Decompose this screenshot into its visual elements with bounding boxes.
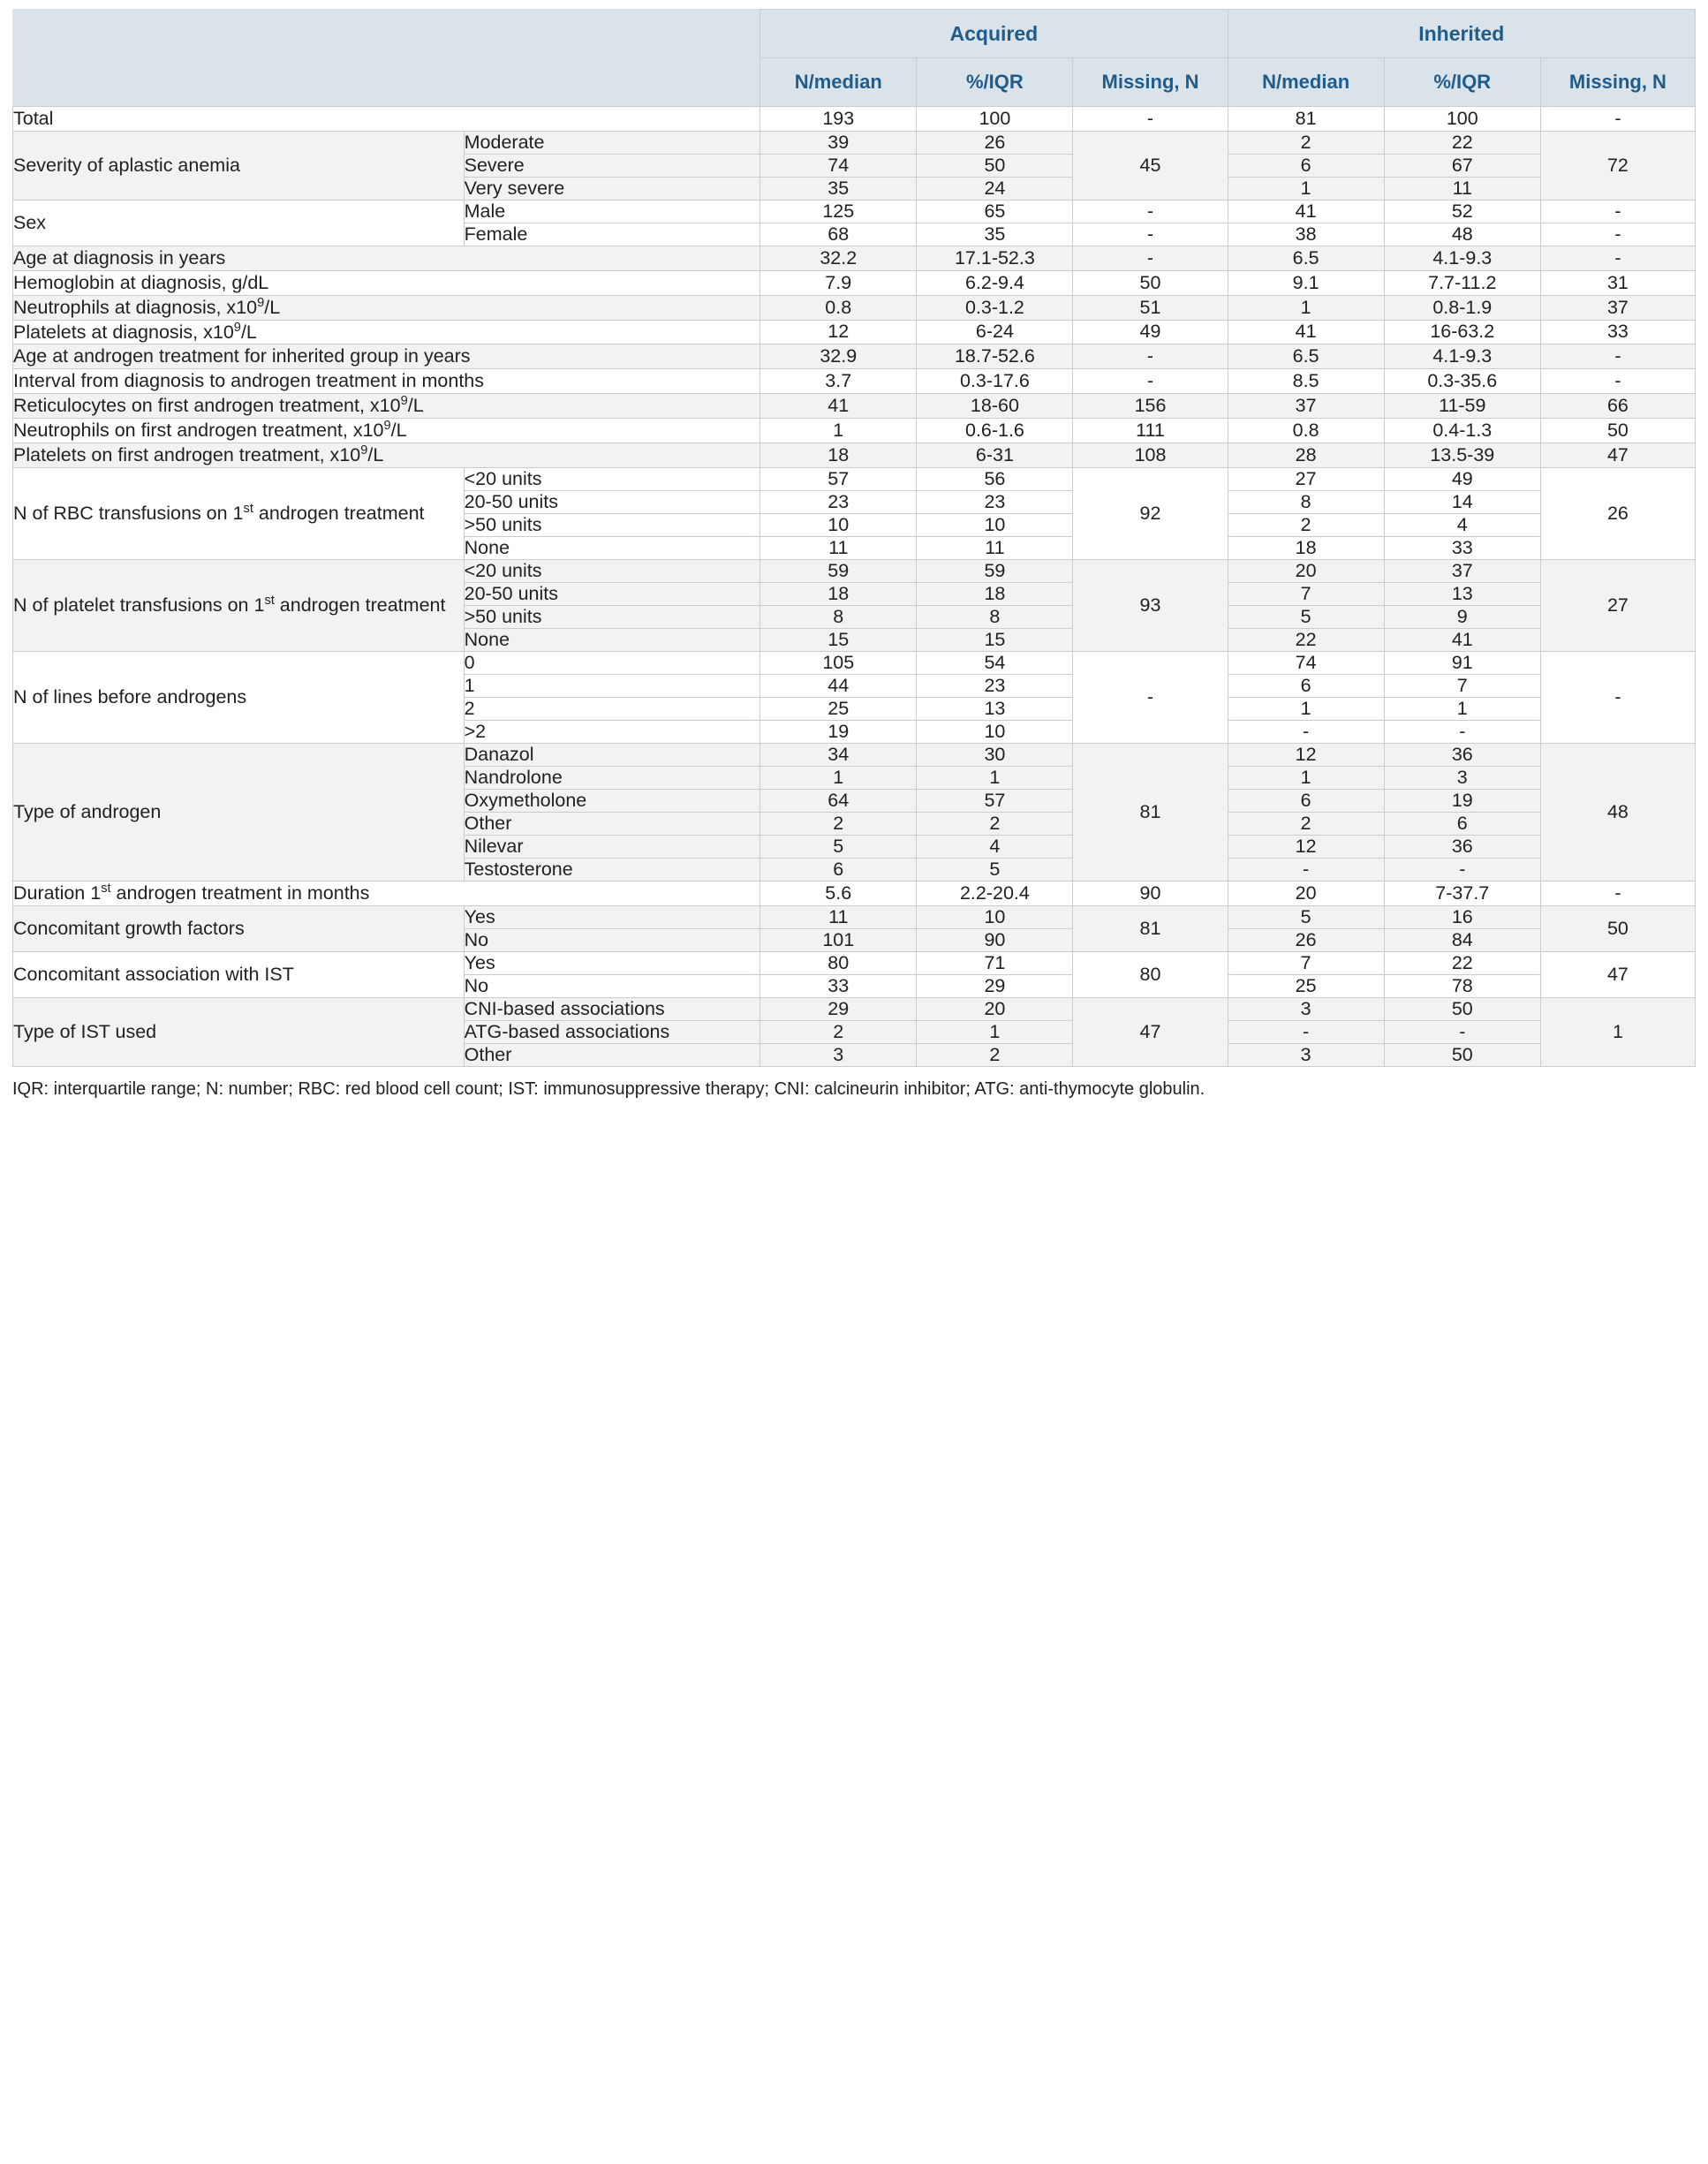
- cell-value: 100: [1384, 107, 1540, 132]
- row-sublabel: 1: [464, 674, 760, 697]
- cell-inherited-n: 12: [1228, 835, 1384, 858]
- table-row: [13, 997, 1696, 1020]
- row-sublabel: Severe: [464, 154, 760, 177]
- table-row: [13, 419, 1696, 443]
- cell-inherited-pct: 6: [1384, 812, 1540, 835]
- cell-acquired-n: 19: [760, 720, 917, 743]
- cell-inherited-n: 1: [1228, 766, 1384, 789]
- row-label: N of RBC transfusions on 1st androgen treatment: [13, 467, 465, 559]
- cell-inherited-n: 41: [1228, 200, 1384, 223]
- row-label: Total: [13, 107, 760, 132]
- table-row: [13, 131, 1696, 154]
- row-sublabel: >50 units: [464, 513, 760, 536]
- cell-inherited-pct: 36: [1384, 835, 1540, 858]
- cell-inherited-pct: 33: [1384, 536, 1540, 559]
- table-row: [13, 443, 1696, 467]
- cell-inherited-pct: 16: [1384, 905, 1540, 928]
- cell-value: 6.5: [1228, 344, 1384, 369]
- table-row: [13, 107, 1696, 132]
- cell-value: -: [1073, 344, 1228, 369]
- cell-inherited-n: 6: [1228, 789, 1384, 812]
- cell-value: 81: [1228, 107, 1384, 132]
- cell-acquired-n: 2: [760, 1020, 917, 1043]
- cell-value: -: [1073, 107, 1228, 132]
- cell-value: 18: [760, 443, 917, 467]
- table-row: [13, 270, 1696, 295]
- cell-inherited-n: 2: [1228, 131, 1384, 154]
- table-row: [13, 559, 1696, 582]
- cell-value: 9.1: [1228, 270, 1384, 295]
- cell-value: 3.7: [760, 369, 917, 394]
- cell-acquired-pct: 2: [917, 812, 1073, 835]
- table-row: [13, 881, 1696, 905]
- cell-acquired-pct: 29: [917, 974, 1073, 997]
- row-label: Interval from diagnosis to androgen treatment in months: [13, 369, 760, 394]
- cell-inherited-pct: 91: [1384, 651, 1540, 674]
- table-footnote: IQR: interquartile range; N: number; RBC: red blood cell count; IST: immunosuppressive therapy; CNI: calcineurin inhibitor; ATG: anti-thymocyte globulin.: [12, 1078, 1205, 1099]
- cell-acquired-missing: 93: [1073, 559, 1228, 651]
- cell-value: 6-31: [917, 443, 1073, 467]
- cell-value: 0.6-1.6: [917, 419, 1073, 443]
- cell-acquired-pct: 11: [917, 536, 1073, 559]
- cell-inherited-pct: 9: [1384, 605, 1540, 628]
- cell-value: 33: [1540, 320, 1695, 344]
- cell-value: 4.1-9.3: [1384, 246, 1540, 270]
- cell-inherited-pct: 84: [1384, 928, 1540, 951]
- cell-inherited-n: 5: [1228, 905, 1384, 928]
- cell-inherited-pct: 7: [1384, 674, 1540, 697]
- row-sublabel: ATG-based associations: [464, 1020, 760, 1043]
- row-sublabel: Very severe: [464, 177, 760, 200]
- cell-acquired-n: 80: [760, 951, 917, 974]
- row-sublabel: Moderate: [464, 131, 760, 154]
- cell-acquired-pct: 18: [917, 582, 1073, 605]
- cell-inherited-n: 27: [1228, 467, 1384, 490]
- cell-acquired-pct: 15: [917, 628, 1073, 651]
- cell-acquired-n: 1: [760, 766, 917, 789]
- cell-inherited-pct: -: [1384, 720, 1540, 743]
- cell-acquired-n: 68: [760, 223, 917, 246]
- table-row: [13, 200, 1696, 223]
- cell-acquired-missing: 81: [1073, 905, 1228, 951]
- cell-value: 0.8: [1228, 419, 1384, 443]
- cell-inherited-pct: 37: [1384, 559, 1540, 582]
- table-row: [13, 651, 1696, 674]
- row-label: Hemoglobin at diagnosis, g/dL: [13, 270, 760, 295]
- table-body: [13, 107, 1696, 1067]
- cell-value: -: [1540, 369, 1695, 394]
- cell-inherited-missing: 27: [1540, 559, 1695, 651]
- cell-acquired-missing: -: [1073, 223, 1228, 246]
- cell-acquired-pct: 8: [917, 605, 1073, 628]
- cell-value: 0.8-1.9: [1384, 295, 1540, 320]
- characteristics-table: [12, 9, 1696, 1067]
- cell-value: 66: [1540, 394, 1695, 419]
- row-sublabel: 20-50 units: [464, 490, 760, 513]
- cell-acquired-n: 35: [760, 177, 917, 200]
- header-subcol-1: %/IQR: [917, 58, 1073, 107]
- cell-value: 0.3-1.2: [917, 295, 1073, 320]
- cell-inherited-missing: 50: [1540, 905, 1695, 951]
- cell-value: 2.2-20.4: [917, 881, 1073, 905]
- cell-acquired-missing: -: [1073, 200, 1228, 223]
- row-label: Age at diagnosis in years: [13, 246, 760, 270]
- cell-acquired-pct: 10: [917, 720, 1073, 743]
- cell-inherited-missing: -: [1540, 651, 1695, 743]
- row-label: Age at androgen treatment for inherited group in years: [13, 344, 760, 369]
- cell-acquired-pct: 65: [917, 200, 1073, 223]
- cell-acquired-pct: 24: [917, 177, 1073, 200]
- header-subcol-0: N/median: [760, 58, 917, 107]
- cell-value: 8.5: [1228, 369, 1384, 394]
- cell-value: 31: [1540, 270, 1695, 295]
- cell-value: 0.8: [760, 295, 917, 320]
- cell-acquired-pct: 23: [917, 490, 1073, 513]
- table-row: [13, 951, 1696, 974]
- cell-inherited-n: 2: [1228, 513, 1384, 536]
- cell-acquired-missing: 81: [1073, 743, 1228, 881]
- cell-inherited-pct: -: [1384, 1020, 1540, 1043]
- cell-acquired-pct: 10: [917, 513, 1073, 536]
- cell-value: 47: [1540, 443, 1695, 467]
- cell-inherited-missing: -: [1540, 200, 1695, 223]
- row-label: Duration 1st androgen treatment in months: [13, 881, 760, 905]
- cell-inherited-n: 8: [1228, 490, 1384, 513]
- cell-acquired-pct: 57: [917, 789, 1073, 812]
- cell-value: 41: [760, 394, 917, 419]
- cell-inherited-pct: 4: [1384, 513, 1540, 536]
- row-sublabel: Testosterone: [464, 858, 760, 881]
- cell-value: 28: [1228, 443, 1384, 467]
- row-label: Platelets on first androgen treatment, $x10^9/L$: [13, 443, 760, 467]
- cell-acquired-missing: 47: [1073, 997, 1228, 1066]
- cell-value: 41: [1228, 320, 1384, 344]
- row-sublabel: 0: [464, 651, 760, 674]
- row-sublabel: Yes: [464, 951, 760, 974]
- cell-inherited-n: 1: [1228, 177, 1384, 200]
- cell-acquired-n: 33: [760, 974, 917, 997]
- header-subcol-3: N/median: [1228, 58, 1384, 107]
- cell-value: -: [1540, 881, 1695, 905]
- cell-acquired-missing: 92: [1073, 467, 1228, 559]
- table-row: [13, 320, 1696, 344]
- cell-value: -: [1073, 369, 1228, 394]
- cell-acquired-pct: 13: [917, 697, 1073, 720]
- row-sublabel: Other: [464, 812, 760, 835]
- cell-acquired-pct: 2: [917, 1043, 1073, 1066]
- cell-inherited-missing: 1: [1540, 997, 1695, 1066]
- cell-inherited-pct: 11: [1384, 177, 1540, 200]
- cell-value: 49: [1073, 320, 1228, 344]
- cell-acquired-n: 59: [760, 559, 917, 582]
- cell-value: 32.2: [760, 246, 917, 270]
- cell-acquired-n: 15: [760, 628, 917, 651]
- row-sublabel: >50 units: [464, 605, 760, 628]
- row-label: Concomitant association with IST: [13, 951, 465, 997]
- cell-value: -: [1073, 246, 1228, 270]
- cell-inherited-pct: -: [1384, 858, 1540, 881]
- cell-value: 6.5: [1228, 246, 1384, 270]
- cell-acquired-n: 34: [760, 743, 917, 766]
- table-row: [13, 344, 1696, 369]
- cell-acquired-pct: 23: [917, 674, 1073, 697]
- cell-value: 6-24: [917, 320, 1073, 344]
- cell-value: 1: [1228, 295, 1384, 320]
- cell-value: 7.9: [760, 270, 917, 295]
- cell-inherited-n: 3: [1228, 997, 1384, 1020]
- cell-inherited-pct: 22: [1384, 951, 1540, 974]
- row-sublabel: Danazol: [464, 743, 760, 766]
- cell-value: 16-63.2: [1384, 320, 1540, 344]
- header-corner-blank: [13, 10, 760, 107]
- cell-acquired-n: 125: [760, 200, 917, 223]
- cell-acquired-pct: 30: [917, 743, 1073, 766]
- row-sublabel: 2: [464, 697, 760, 720]
- cell-acquired-n: 25: [760, 697, 917, 720]
- cell-inherited-pct: 3: [1384, 766, 1540, 789]
- cell-inherited-missing: 47: [1540, 951, 1695, 997]
- cell-acquired-pct: 56: [917, 467, 1073, 490]
- cell-value: -: [1540, 107, 1695, 132]
- cell-acquired-n: 64: [760, 789, 917, 812]
- cell-inherited-n: 18: [1228, 536, 1384, 559]
- cell-acquired-pct: 20: [917, 997, 1073, 1020]
- row-label: N of lines before androgens: [13, 651, 465, 743]
- cell-inherited-n: 7: [1228, 951, 1384, 974]
- cell-inherited-n: 2: [1228, 812, 1384, 835]
- cell-acquired-pct: 10: [917, 905, 1073, 928]
- row-sublabel: None: [464, 628, 760, 651]
- cell-acquired-n: 18: [760, 582, 917, 605]
- cell-value: 100: [917, 107, 1073, 132]
- header-subcol-5: Missing, N: [1540, 58, 1695, 107]
- cell-value: 37: [1228, 394, 1384, 419]
- table-row: [13, 467, 1696, 490]
- row-sublabel: Other: [464, 1043, 760, 1066]
- row-sublabel: No: [464, 974, 760, 997]
- cell-acquired-n: 3: [760, 1043, 917, 1066]
- cell-inherited-pct: 13: [1384, 582, 1540, 605]
- header-subcol-2: Missing, N: [1073, 58, 1228, 107]
- cell-inherited-n: 12: [1228, 743, 1384, 766]
- cell-acquired-n: 8: [760, 605, 917, 628]
- row-sublabel: 20-50 units: [464, 582, 760, 605]
- cell-value: 7.7-11.2: [1384, 270, 1540, 295]
- cell-value: 51: [1073, 295, 1228, 320]
- cell-acquired-n: 29: [760, 997, 917, 1020]
- cell-inherited-missing: 48: [1540, 743, 1695, 881]
- table-row: [13, 905, 1696, 928]
- cell-value: 32.9: [760, 344, 917, 369]
- cell-acquired-pct: 35: [917, 223, 1073, 246]
- cell-inherited-pct: 50: [1384, 1043, 1540, 1066]
- cell-inherited-n: 1: [1228, 697, 1384, 720]
- table-header: [13, 10, 1696, 107]
- cell-acquired-pct: 4: [917, 835, 1073, 858]
- cell-inherited-pct: 1: [1384, 697, 1540, 720]
- cell-acquired-pct: 90: [917, 928, 1073, 951]
- cell-inherited-n: 7: [1228, 582, 1384, 605]
- cell-inherited-pct: 14: [1384, 490, 1540, 513]
- cell-inherited-n: 6: [1228, 674, 1384, 697]
- cell-value: 0.3-35.6: [1384, 369, 1540, 394]
- cell-value: 17.1-52.3: [917, 246, 1073, 270]
- row-label: Concomitant growth factors: [13, 905, 465, 951]
- cell-value: 18.7-52.6: [917, 344, 1073, 369]
- cell-value: 193: [760, 107, 917, 132]
- row-sublabel: Male: [464, 200, 760, 223]
- header-subcol-4: %/IQR: [1384, 58, 1540, 107]
- cell-value: 18-60: [917, 394, 1073, 419]
- header-group-acquired: Acquired: [760, 10, 1228, 58]
- cell-inherited-missing: 72: [1540, 131, 1695, 200]
- row-sublabel: Female: [464, 223, 760, 246]
- cell-inherited-pct: 22: [1384, 131, 1540, 154]
- cell-inherited-pct: 67: [1384, 154, 1540, 177]
- row-label: Platelets at diagnosis, $x10^9/L$: [13, 320, 760, 344]
- cell-inherited-pct: 41: [1384, 628, 1540, 651]
- cell-value: 111: [1073, 419, 1228, 443]
- cell-inherited-n: 38: [1228, 223, 1384, 246]
- row-label: Type of androgen: [13, 743, 465, 881]
- cell-acquired-n: 5: [760, 835, 917, 858]
- cell-inherited-pct: 78: [1384, 974, 1540, 997]
- cell-inherited-n: 6: [1228, 154, 1384, 177]
- cell-value: 1: [760, 419, 917, 443]
- cell-inherited-n: 25: [1228, 974, 1384, 997]
- table-row: [13, 369, 1696, 394]
- cell-value: 0.3-17.6: [917, 369, 1073, 394]
- cell-acquired-pct: 71: [917, 951, 1073, 974]
- row-sublabel: Nilevar: [464, 835, 760, 858]
- cell-value: 50: [1540, 419, 1695, 443]
- row-label: Sex: [13, 200, 465, 246]
- row-label: Neutrophils at diagnosis, $x10^9/L$: [13, 295, 760, 320]
- header-group-row: [13, 10, 1696, 58]
- cell-inherited-pct: 52: [1384, 200, 1540, 223]
- cell-acquired-n: 23: [760, 490, 917, 513]
- cell-acquired-n: 44: [760, 674, 917, 697]
- row-label: N of platelet transfusions on 1st androgen treatment: [13, 559, 465, 651]
- cell-value: 37: [1540, 295, 1695, 320]
- cell-inherited-n: 5: [1228, 605, 1384, 628]
- cell-inherited-n: 74: [1228, 651, 1384, 674]
- cell-inherited-pct: 19: [1384, 789, 1540, 812]
- cell-value: 20: [1228, 881, 1384, 905]
- row-sublabel: No: [464, 928, 760, 951]
- cell-acquired-n: 11: [760, 905, 917, 928]
- cell-inherited-n: -: [1228, 720, 1384, 743]
- cell-value: 5.6: [760, 881, 917, 905]
- cell-inherited-missing: -: [1540, 223, 1695, 246]
- cell-inherited-n: 22: [1228, 628, 1384, 651]
- row-sublabel: Nandrolone: [464, 766, 760, 789]
- cell-value: 0.4-1.3: [1384, 419, 1540, 443]
- cell-inherited-n: 3: [1228, 1043, 1384, 1066]
- cell-value: 50: [1073, 270, 1228, 295]
- cell-value: 156: [1073, 394, 1228, 419]
- cell-value: 90: [1073, 881, 1228, 905]
- cell-acquired-n: 6: [760, 858, 917, 881]
- row-sublabel: <20 units: [464, 467, 760, 490]
- cell-acquired-missing: -: [1073, 651, 1228, 743]
- cell-acquired-n: 39: [760, 131, 917, 154]
- cell-inherited-pct: 36: [1384, 743, 1540, 766]
- table-row: [13, 743, 1696, 766]
- cell-inherited-pct: 48: [1384, 223, 1540, 246]
- cell-acquired-pct: 59: [917, 559, 1073, 582]
- cell-acquired-pct: 1: [917, 1020, 1073, 1043]
- cell-inherited-n: -: [1228, 858, 1384, 881]
- cell-acquired-n: 11: [760, 536, 917, 559]
- row-sublabel: None: [464, 536, 760, 559]
- cell-inherited-missing: 26: [1540, 467, 1695, 559]
- row-label: Type of IST used: [13, 997, 465, 1066]
- cell-value: 6.2-9.4: [917, 270, 1073, 295]
- cell-acquired-n: 101: [760, 928, 917, 951]
- cell-inherited-pct: 49: [1384, 467, 1540, 490]
- cell-acquired-n: 2: [760, 812, 917, 835]
- cell-inherited-n: 20: [1228, 559, 1384, 582]
- cell-acquired-pct: 5: [917, 858, 1073, 881]
- row-label: Neutrophils on first androgen treatment, $x10^9/L$: [13, 419, 760, 443]
- cell-value: 13.5-39: [1384, 443, 1540, 467]
- cell-inherited-pct: 50: [1384, 997, 1540, 1020]
- cell-acquired-pct: 54: [917, 651, 1073, 674]
- cell-acquired-n: 57: [760, 467, 917, 490]
- cell-value: -: [1540, 246, 1695, 270]
- row-sublabel: >2: [464, 720, 760, 743]
- row-sublabel: CNI-based associations: [464, 997, 760, 1020]
- header-group-inherited: Inherited: [1228, 10, 1695, 58]
- cell-acquired-n: 105: [760, 651, 917, 674]
- table-row: [13, 246, 1696, 270]
- cell-acquired-pct: 26: [917, 131, 1073, 154]
- cell-acquired-missing: 80: [1073, 951, 1228, 997]
- cell-acquired-pct: 50: [917, 154, 1073, 177]
- row-label: Reticulocytes on first androgen treatment, $x10^9/L$: [13, 394, 760, 419]
- row-label: Severity of aplastic anemia: [13, 131, 465, 200]
- table-row: [13, 394, 1696, 419]
- cell-acquired-missing: 45: [1073, 131, 1228, 200]
- cell-value: 108: [1073, 443, 1228, 467]
- cell-inherited-n: 26: [1228, 928, 1384, 951]
- row-sublabel: <20 units: [464, 559, 760, 582]
- cell-value: 11-59: [1384, 394, 1540, 419]
- cell-value: -: [1540, 344, 1695, 369]
- cell-value: 12: [760, 320, 917, 344]
- cell-acquired-n: 10: [760, 513, 917, 536]
- table-row: [13, 295, 1696, 320]
- cell-acquired-n: 74: [760, 154, 917, 177]
- row-sublabel: Yes: [464, 905, 760, 928]
- cell-acquired-pct: 1: [917, 766, 1073, 789]
- cell-value: 7-37.7: [1384, 881, 1540, 905]
- row-sublabel: Oxymetholone: [464, 789, 760, 812]
- cell-inherited-n: -: [1228, 1020, 1384, 1043]
- cell-value: 4.1-9.3: [1384, 344, 1540, 369]
